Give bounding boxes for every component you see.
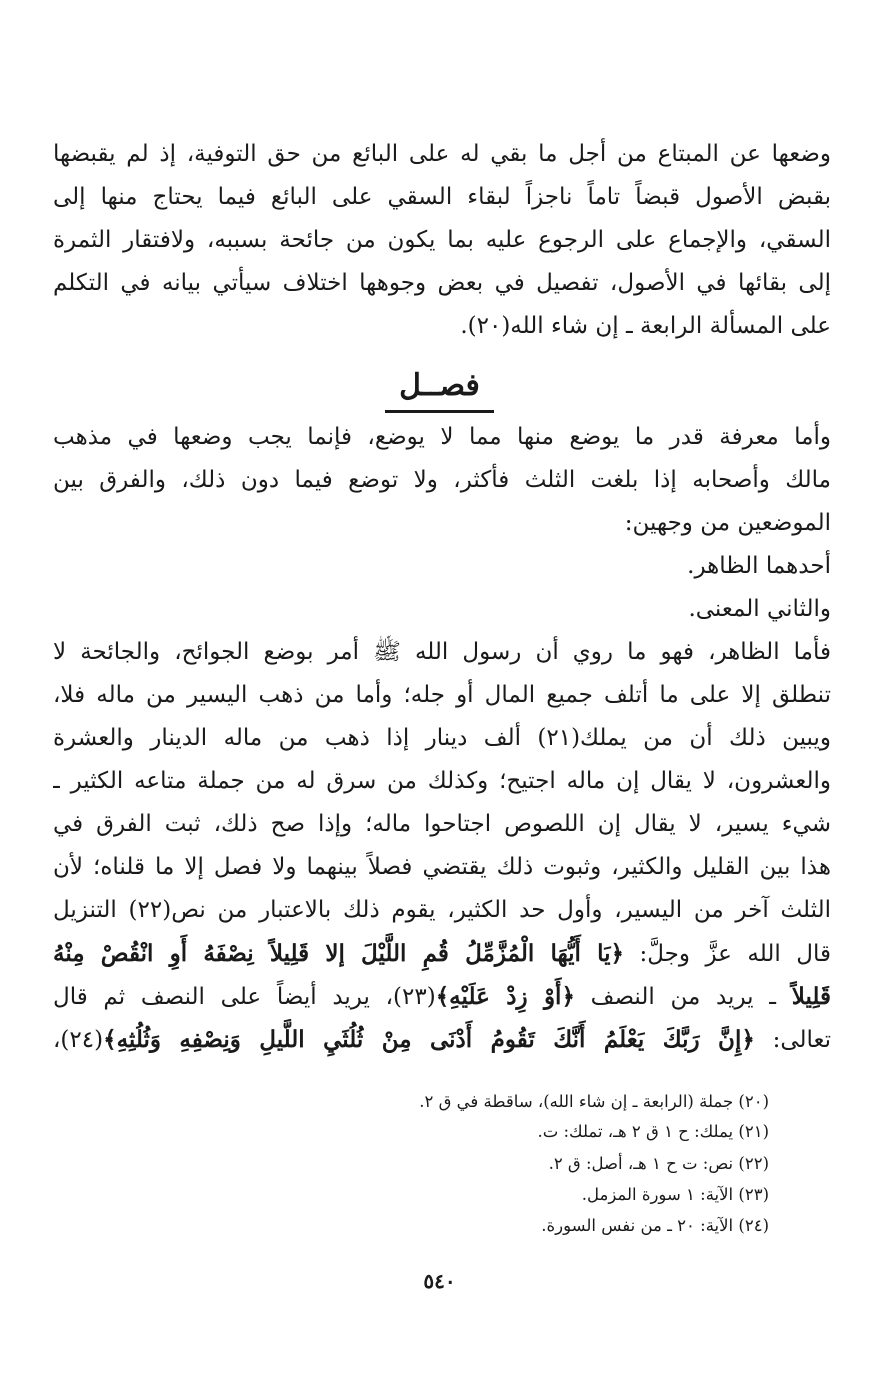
footnote: (٢٤) الآية: ٢٠ ـ من نفس السورة. [541,1216,769,1235]
footnote: (٢٣) الآية: ١ سورة المزمل. [581,1185,769,1204]
footnote: (٢٠) جملة (الرابعة ـ إن شاء الله)، ساقطة في ق ٢. [419,1092,769,1111]
text-line: فأما الظاهر، فهو ما روي أن رسول الله ﷺ أمر بوضع الجوائح، والجائحة لا [53,639,831,665]
section-heading-text: فصــل [385,364,494,413]
text-line-quran [53,1019,831,1061]
text-line-quran [53,976,831,1018]
text-line: والثاني المعنى. [688,596,831,622]
text-line: والعشرون، لا يقال إن ماله اجتيح؛ وكذلك من سرق له من جملة متاعه الكثير ـ [53,768,831,794]
page-number: ٥٤٠ [423,1269,456,1293]
text-line: مالك وأصحابه إذا بلغت الثلث فأكثر، ولا توضع فيما دون ذلك، والفرق بين [53,467,831,493]
text-line: الثلث آخر من اليسير، وأول حد الكثير، يقوم ذلك بالاعتبار من نص(٢٢) التنزيل [53,897,831,923]
line-text: (٢٤)، [53,1027,104,1053]
quran-verse: قَلِيلاً [791,983,831,1010]
text-line: شيء يسير، لا يقال إن اللصوص اجتاحوا ماله؛ وإذا صح ذلك، ثبت الفرق في [53,811,831,837]
text-line: ويبين ذلك أن من يملك(٢١) ألف دينار إذا ذهب من ماله الدينار والعشرة [53,725,831,751]
line-text: قال الله عزَّ وجلَّ: [623,941,831,967]
section-heading [0,364,879,413]
footnote: (٢٢) نص: ت ح ١ هـ، أصل: ق ٢. [548,1154,769,1173]
quran-verse: ﴿إِنَّ رَبَّكَ يَعْلَمُ أَنَّكَ تَقُومُ أَدْنَى مِنْ ثُلُثَيِ اللَّيلِ وَنِصْفِهِ وَثُلُثِهِ﴾ [103,1026,755,1053]
line-text: ـ يريد من النصف [574,984,792,1010]
text-line: بقبض الأصول قبضاً تاماً ناجزاً لبقاء السقي على البائع فيما يحتاج منها إلى [53,184,831,210]
text-line: وضعها عن المبتاع من أجل ما بقي له على البائع من حق التوفية، إذ لم يقبضها [53,141,831,167]
text-line: وأما معرفة قدر ما يوضع منها مما لا يوضع، فإنما يجب وضعها في مذهب [53,424,831,450]
text-line: السقي، والإجماع على الرجوع عليه بما يكون من جائحة بسببه، ولافتقار الثمرة [53,227,831,253]
quran-verse: ﴿يَا أَيُّهَا الْمُزَّمِّلُ قُمِ اللَّيْلَ إلا قَلِيلاً نِصْفَهُ أَوِ انْقُصْ مِنْهُ [53,940,624,967]
text-line: الموضعين من وجهين: [624,510,831,536]
text-line: أحدهما الظاهر. [687,553,831,579]
text-line: إلى بقائها في الأصول، تفصيل في بعض وجوهها اختلاف سيأتي بيانه في التكلم [53,270,831,296]
quran-verse: ﴿أَوْ زِدْ عَلَيْهِ﴾ [435,983,575,1010]
line-text: تعالى: [754,1027,831,1053]
line-text: (٢٣)، يريد أيضاً على النصف ثم قال [53,984,436,1010]
footnote: (٢١) يملك: ح ١ ق ٢ هـ، تملك: ت. [537,1122,769,1141]
text-line: تنطلق إلا على ما أتلف جميع المال أو جله؛ وأما من ذهب اليسير من ماله فلا، [53,682,831,708]
text-line: على المسألة الرابعة ـ إن شاء الله(٢٠). [460,313,831,339]
text-line-quran [53,933,831,975]
text-line: هذا بين القليل والكثير، وثبوت ذلك يقتضي فصلاً بينهما ولا فصل إلا ما قلناه؛ لأن [53,854,831,880]
